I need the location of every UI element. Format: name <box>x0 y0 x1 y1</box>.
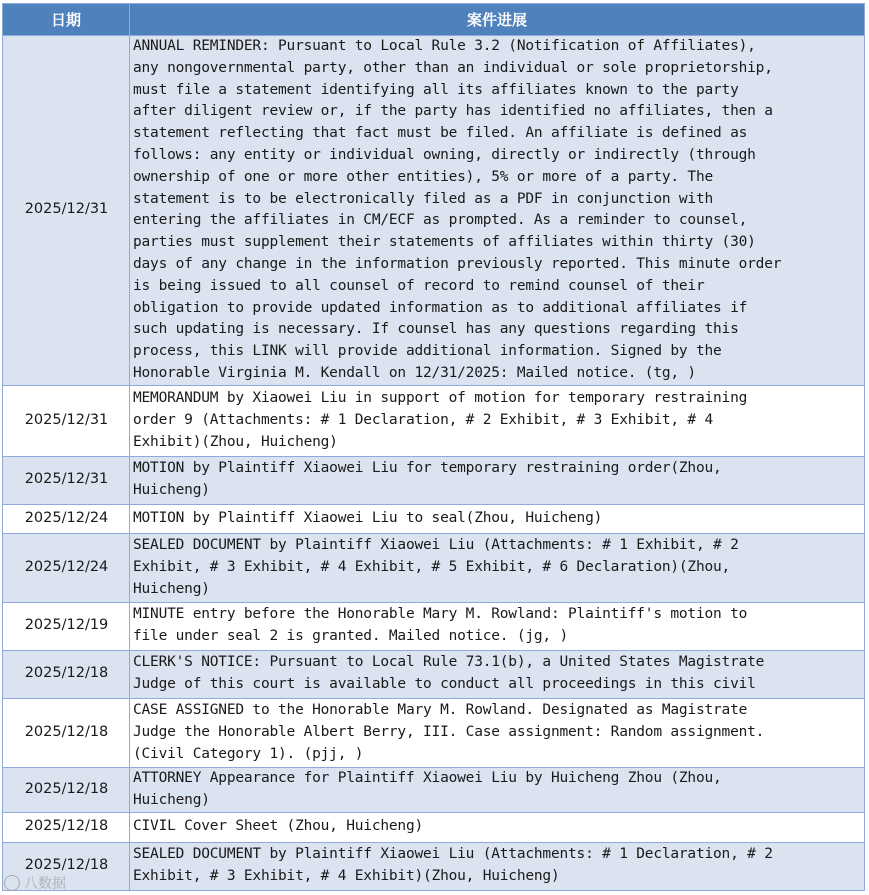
row-date: 2025/12/18 <box>3 650 130 698</box>
row-date: 2025/12/18 <box>3 767 130 812</box>
table-header-row <box>3 4 865 36</box>
table-row <box>3 650 865 698</box>
row-progress-text: SEALED DOCUMENT by Plaintiff Xiaowei Liu (Attachments: # 1 Declaration, # 2 Exhibit, # 3 Exhibit, # 4 Exhibit)(Zhou, Huicheng) <box>130 842 865 890</box>
row-date: 2025/12/18 <box>3 842 130 890</box>
docket-table-container <box>2 3 864 891</box>
row-date: 2025/12/18 <box>3 698 130 767</box>
table-row <box>3 456 865 504</box>
watermark-logo-icon <box>4 875 20 891</box>
row-date: 2025/12/31 <box>3 385 130 456</box>
table-row <box>3 504 865 533</box>
row-date: 2025/12/24 <box>3 533 130 602</box>
row-progress-text: MOTION by Plaintiff Xiaowei Liu for temporary restraining order(Zhou, Huicheng) <box>130 456 865 504</box>
row-progress-text: CIVIL Cover Sheet (Zhou, Huicheng) <box>130 812 865 842</box>
table-row <box>3 36 865 386</box>
row-date: 2025/12/24 <box>3 504 130 533</box>
row-progress-text: MEMORANDUM by Xiaowei Liu in support of motion for temporary restraining order 9 (Attachments: # 1 Declaration, # 2 Exhibit, # 3 Exhibit, # 4 Exhibit)(Zhou, Huicheng) <box>130 385 865 456</box>
row-date: 2025/12/18 <box>3 812 130 842</box>
progress-column-header: 案件进展 <box>130 4 865 36</box>
table-row <box>3 602 865 650</box>
docket-table <box>2 3 865 891</box>
watermark-text: 八数据 <box>24 876 66 892</box>
row-date: 2025/12/19 <box>3 602 130 650</box>
row-progress-text: CLERK'S NOTICE: Pursuant to Local Rule 73.1(b), a United States Magistrate Judge of this court is available to conduct all proceedings in this civil <box>130 650 865 698</box>
row-date: 2025/12/31 <box>3 36 130 386</box>
row-date: 2025/12/31 <box>3 456 130 504</box>
table-row <box>3 698 865 767</box>
date-column-header: 日期 <box>3 4 130 36</box>
table-row <box>3 385 865 456</box>
table-row <box>3 812 865 842</box>
row-progress-text: ATTORNEY Appearance for Plaintiff Xiaowei Liu by Huicheng Zhou (Zhou, Huicheng) <box>130 767 865 812</box>
table-row <box>3 767 865 812</box>
row-progress-text: MINUTE entry before the Honorable Mary M. Rowland: Plaintiff's motion to file under seal 2 is granted. Mailed notice. (jg, ) <box>130 602 865 650</box>
row-progress-text: ANNUAL REMINDER: Pursuant to Local Rule 3.2 (Notification of Affiliates), any nongovernmental party, other than an individual or sole proprietorship, must file a statement identifying all its affiliates known to the party after diligent review or, if the party has identified no affiliates, then a statement reflecting that fact must be filed. An affiliate is defined as follows: any entity or individual owning, directly or indirectly (through ownership of one or more other entities), 5% or more of a party. The statement is to be electronically filed as a PDF in conjunction with entering the affiliates in CM/ECF as prompted. As a reminder to counsel, parties must supplement their statements of affiliates within thirty (30) days of any change in the information previously reported. This minute order is being issued to all counsel of record to remind counsel of their obligation to provide updated information as to additional affiliates if such updating is necessary. If counsel has any questions regarding this process, this LINK will provide additional information. Signed by the Honorable Virginia M. Kendall on 12/31/2025: Mailed notice. (tg, ) <box>130 36 865 386</box>
table-row <box>3 533 865 602</box>
watermark <box>4 873 66 893</box>
row-progress-text: SEALED DOCUMENT by Plaintiff Xiaowei Liu (Attachments: # 1 Exhibit, # 2 Exhibit, # 3 Exhibit, # 4 Exhibit, # 5 Exhibit, # 6 Declaration)(Zhou, Huicheng) <box>130 533 865 602</box>
table-row <box>3 842 865 890</box>
row-progress-text: MOTION by Plaintiff Xiaowei Liu to seal(Zhou, Huicheng) <box>130 504 865 533</box>
row-progress-text: CASE ASSIGNED to the Honorable Mary M. Rowland. Designated as Magistrate Judge the Honorable Albert Berry, III. Case assignment: Random assignment. (Civil Category 1). (pjj, ) <box>130 698 865 767</box>
